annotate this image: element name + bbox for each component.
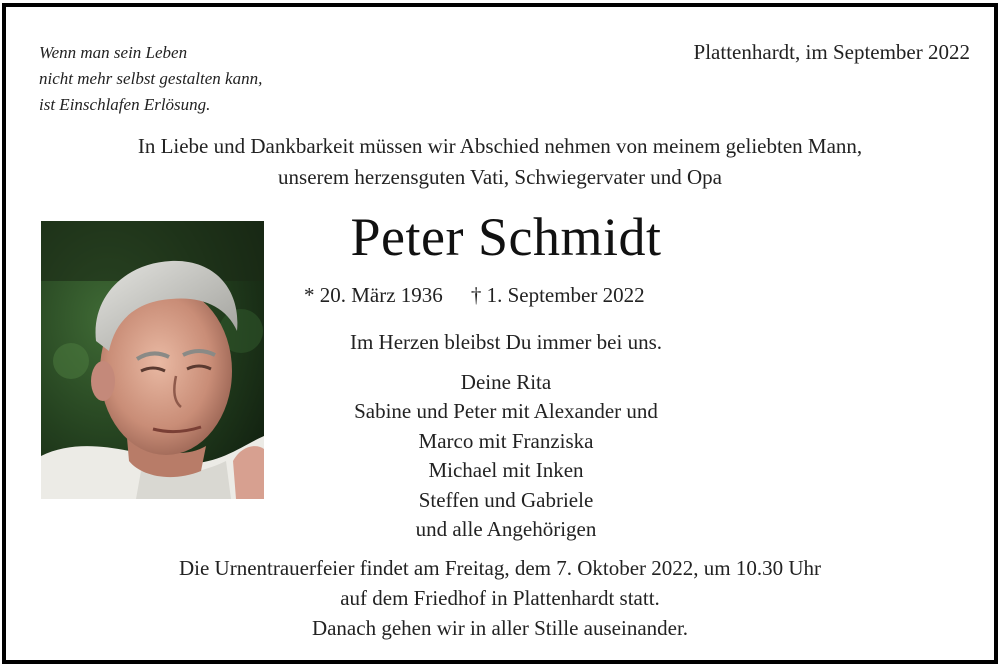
family-line: Michael mit Inken (428, 458, 584, 483)
obituary-frame (2, 3, 998, 664)
closing-note: Danach gehen wir in aller Stille auseinander. (311, 616, 689, 640)
life-dates (304, 283, 645, 308)
ceremony-line: auf dem Friedhof in Plattenhardt statt. (340, 586, 660, 610)
motto-line: Wenn man sein Leben (39, 43, 188, 62)
motto-poem (39, 40, 262, 118)
intro-line: In Liebe und Dankbarkeit müssen wir Abschied nehmen von meinem geliebten Mann, (137, 134, 863, 158)
family-line: Sabine und Peter mit Alexander und (354, 399, 658, 424)
portrait-photo (41, 221, 264, 499)
intro-text (6, 131, 994, 193)
family-line: Steffen und Gabriele (418, 487, 594, 512)
ceremony-line: Die Urnentrauerfeier findet am Freitag, dem 7. Oktober 2022, um 10.30 Uhr (178, 556, 822, 580)
portrait-image (41, 221, 264, 499)
motto-line: ist Einschlafen Erlösung. (39, 95, 211, 114)
family-line: Marco mit Franziska (418, 428, 594, 453)
family-line: und alle Angehörigen (415, 517, 597, 542)
place-date: Plattenhardt, im September 2022 (693, 40, 970, 64)
death-date: † 1. September 2022 (470, 283, 645, 307)
memorial-quote: Im Herzen bleibst Du immer bei uns. (349, 330, 662, 354)
family-line: Deine Rita (460, 370, 552, 394)
family-signatures (306, 368, 706, 544)
deceased-name: Peter Schmidt (350, 207, 662, 267)
motto-line: nicht mehr selbst gestalten kann, (39, 69, 263, 88)
birth-date: * 20. März 1936 (304, 283, 443, 307)
intro-line: unserem herzensguten Vati, Schwiegervater und Opa (278, 165, 722, 189)
ceremony-info (6, 553, 994, 613)
